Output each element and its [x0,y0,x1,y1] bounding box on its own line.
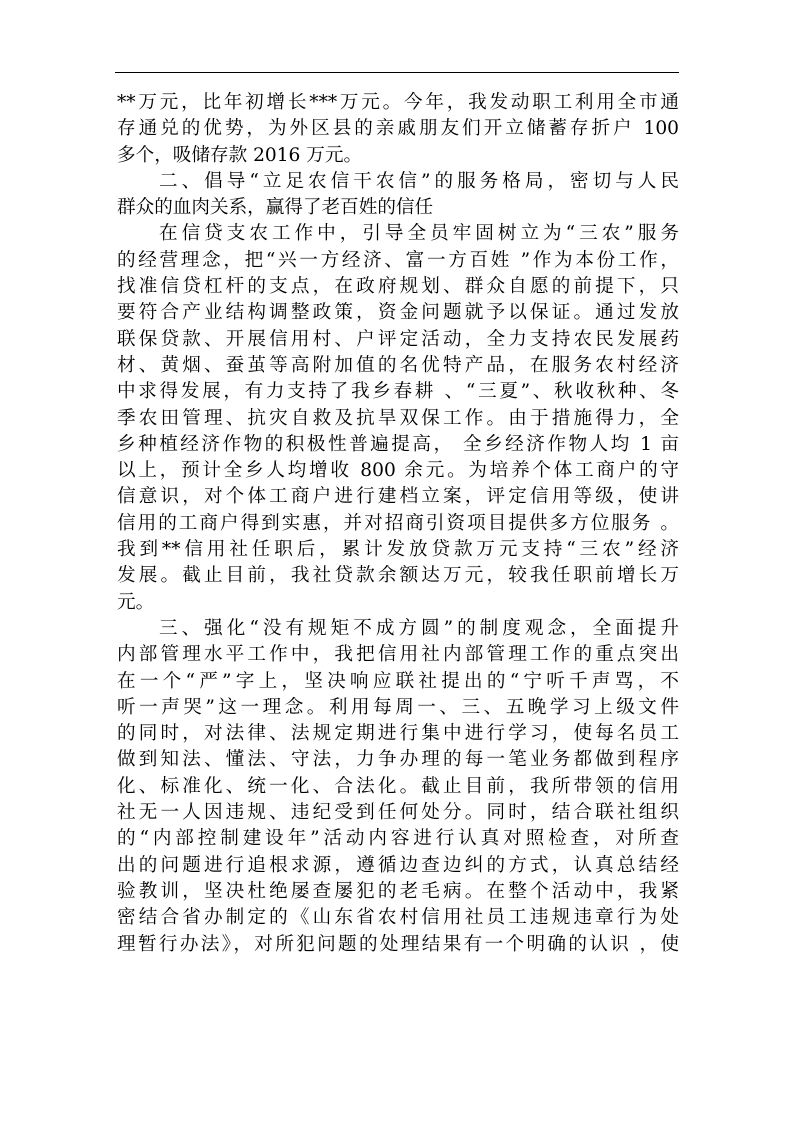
text-line: **万元，比年初增长***万元。今年，我发动职工利用全市通 [117,92,679,113]
text-line: 乡种植经济作物的积极性普遍提高， 全乡经济作物人均 1 亩 [117,433,679,455]
text-line: 在一个“严”字上，坚决响应联社提出的“宁听千声骂，不 [117,670,679,692]
text-line: 存通兑的优势，为外区县的亲戚朋友们开立储蓄存折户 100 [117,118,679,140]
text-line: 发展。截止目前，我社贷款余额达万元，较我任职前增长万 [117,565,679,587]
text-line: 在信贷支农工作中，引导全员牢固树立为“三农”服务 [159,223,679,245]
text-line: 中求得发展，有力支持了我乡春耕 、“三夏”、秋收秋种、冬 [117,381,679,403]
text-line: 材、黄烟、蚕茧等高附加值的名优特产品，在服务农村经济 [117,354,679,376]
text-line: 二、倡导“立足农信干农信”的服务格局，密切与人民 [159,170,679,192]
text-line: 信意识，对个体工商户进行建档立案，评定信用等级，使讲 [117,486,679,508]
text-line: 的“内部控制建设年”活动内容进行认真对照检查，对所查 [117,828,679,850]
text-line: 季农田管理、抗灾自救及抗旱双保工作。由于措施得力，全 [117,407,679,429]
text-line: 内部管理水平工作中，我把信用社内部管理工作的重点突出 [117,644,679,666]
document-body [117,90,679,958]
header-rule [115,72,679,73]
text-line: 的经营理念，把“兴一方经济、富一方百姓 ”作为本份工作， [117,249,679,271]
text-line: 以上，预计全乡人均增收 800 余元。为培养个体工商户的守 [117,460,679,482]
text-line: 我到**信用社任职后，累计发放贷款万元支持“三农”经济 [117,539,679,561]
text-line: 验教训，坚决杜绝屡查屡犯的老毛病。在整个活动中，我紧 [117,880,679,902]
text-line: 元。 [117,591,155,613]
text-line: 化、标准化、统一化、合法化。截止目前，我所带领的信用 [117,775,679,797]
text-line: 多个，吸储存款 2016 万元。 [117,144,363,166]
text-line: 听一声哭”这一理念。利用每周一、三、五晚学习上级文件 [117,696,679,718]
text-line: 做到知法、懂法、守法，力争办理的每一笔业务都做到程序 [117,749,679,771]
text-line: 要符合产业结构调整政策，资金问题就予以保证。通过发放 [117,302,679,324]
text-line: 密结合省办制定的《山东省农村信用社员工违规违章行为处 [117,907,679,929]
text-line: 三、强化“没有规矩不成方圆”的制度观念，全面提升 [159,617,679,639]
text-line: 信用的工商户得到实惠，并对招商引资项目提供多方位服务 。 [117,512,679,534]
text-line: 的同时，对法律、法规定期进行集中进行学习，使每名员工 [117,723,679,745]
text-line: 出的问题进行追根求源，遵循边查边纠的方式，认真总结经 [117,854,679,876]
text-line: 联保贷款、开展信用村、户评定活动，全力支持农民发展药 [117,328,679,350]
text-line: 找准信贷杠杆的支点，在政府规划、群众自愿的前提下，只 [117,276,679,298]
text-line: 社无一人因违规、违纪受到任何处分。同时，结合联社组织 [117,802,679,824]
text-line: 群众的血肉关系，赢得了老百姓的信任 [117,197,434,219]
text-line: 理暂行办法》，对所犯问题的处理结果有一个明确的认识 ，使 [117,933,679,955]
